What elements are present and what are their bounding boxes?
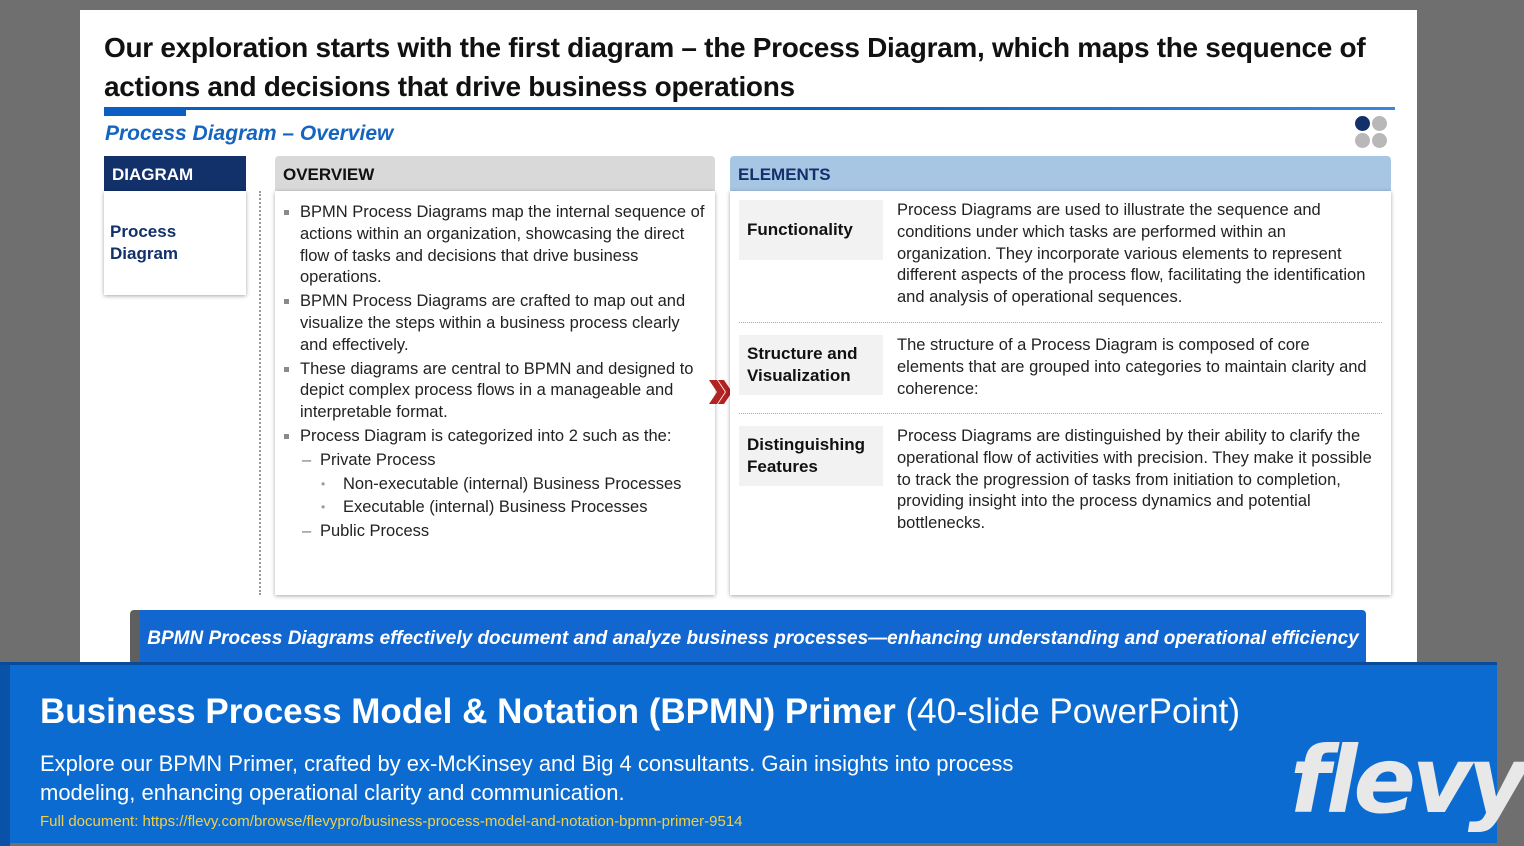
elements-panel bbox=[730, 191, 1391, 595]
overview-bullet: BPMN Process Diagrams map the internal sequence of actions within an organization, showcasing the direct flow of tasks and decisions that drive business operations. bbox=[275, 202, 711, 289]
overview-bullet: These diagrams are central to BPMN and designed to depict complex process flows in a manageable and interpretable format. bbox=[275, 359, 711, 424]
overview-sub-bullet: – Public Process bbox=[275, 521, 711, 543]
square-bullet-icon bbox=[284, 210, 289, 215]
square-bullet-icon bbox=[284, 434, 289, 439]
overview-bullet: BPMN Process Diagrams are crafted to map out and visualize the steps within a business process clearly and effectively. bbox=[275, 291, 711, 356]
diagram-name-line1: Process bbox=[110, 222, 177, 241]
footer-title-main: Business Process Model & Notation (BPMN) Primer bbox=[40, 692, 896, 731]
section-title: Process Diagram – Overview bbox=[105, 122, 394, 145]
element-text: The structure of a Process Diagram is composed of core elements that are grouped into categories to maintain clarity and coherence: bbox=[897, 336, 1367, 398]
element-label: Structure and Visualization bbox=[739, 335, 883, 395]
logo-dots-icon bbox=[1355, 116, 1389, 150]
slide-title: Our exploration starts with the first diagram – the Process Diagram, which maps the sequence of actions and decisions that drive business operations bbox=[104, 32, 1366, 102]
overview-sub-bullet: – Private Process bbox=[275, 450, 711, 472]
element-label: Functionality bbox=[739, 200, 883, 260]
square-bullet-icon bbox=[284, 367, 289, 372]
square-bullet-icon bbox=[284, 299, 289, 304]
row-divider bbox=[739, 322, 1382, 323]
footer-title bbox=[40, 692, 1240, 732]
overview-list bbox=[275, 202, 711, 545]
slide bbox=[80, 10, 1417, 670]
diagram-panel bbox=[104, 191, 246, 295]
dash-bullet-icon: – bbox=[302, 522, 312, 541]
summary-banner-text: BPMN Process Diagrams effectively document and analyze business processes—enhancing understanding and operational efficiency bbox=[147, 628, 1359, 649]
overview-sub-sub-bullet: • Executable (internal) Business Processes bbox=[275, 497, 711, 519]
title-rule-accent bbox=[104, 110, 186, 116]
overview-header: OVERVIEW bbox=[275, 156, 715, 191]
title-rule bbox=[104, 107, 1395, 110]
dot-bullet-icon: • bbox=[321, 476, 326, 491]
dot-bullet-icon: • bbox=[321, 500, 326, 515]
promo-footer bbox=[0, 662, 1524, 843]
element-text: Process Diagrams are used to illustrate the sequence and conditions under which tasks are performed within an organization. They incorporate various elements to represent different aspects of the process flow, facilitating the identification and analysis of operational sequences. bbox=[897, 201, 1366, 307]
diagram-name-line2: Diagram bbox=[110, 244, 179, 263]
overview-bullet: Process Diagram is categorized into 2 such as the: bbox=[275, 426, 711, 448]
footer-description: Explore our BPMN Primer, crafted by ex-McKinsey and Big 4 consultants. Gain insights into process modeling, enhancing operational clarity and communication. bbox=[40, 751, 1014, 805]
element-text: Process Diagrams are distinguished by their ability to clarify the operational flow of activities with precision. They make it possible to track the progression of tasks from initiation to completion, providing insight into the process dynamics and potential bottlenecks. bbox=[897, 427, 1372, 533]
dotted-divider bbox=[259, 191, 261, 595]
full-document-link[interactable]: Full document: https://flevy.com/browse/flevypro/business-process-model-and-notation-bpmn-primer-9514 bbox=[40, 813, 743, 830]
footer-title-sub: (40-slide PowerPoint) bbox=[905, 692, 1241, 731]
elements-header: ELEMENTS bbox=[730, 156, 1391, 191]
dash-bullet-icon: – bbox=[302, 450, 312, 469]
row-divider bbox=[739, 413, 1382, 414]
footer-accent-bar bbox=[0, 665, 10, 846]
diagram-name bbox=[110, 221, 178, 265]
flevy-logo[interactable]: flevy bbox=[1290, 727, 1524, 834]
diagram-header: DIAGRAM bbox=[104, 156, 246, 191]
summary-banner bbox=[130, 610, 1366, 670]
overview-panel bbox=[275, 191, 715, 595]
overview-sub-sub-bullet: • Non-executable (internal) Business Processes bbox=[275, 474, 711, 496]
element-label: Distinguishing Features bbox=[739, 426, 883, 486]
